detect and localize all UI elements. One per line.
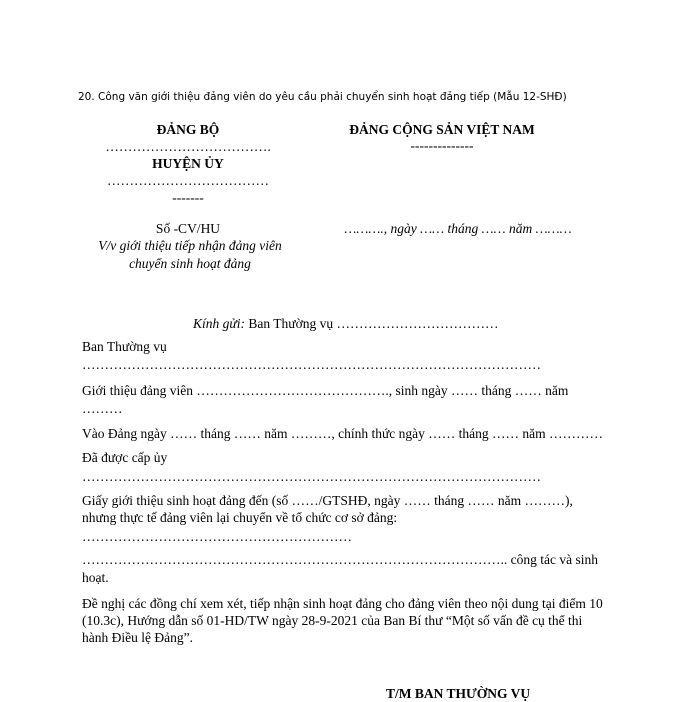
body-line-11: ………………………………………………………………………………….. công tác và sinh	[82, 552, 598, 567]
committee-dots: ………………………………	[107, 173, 269, 188]
body-line-4: ………	[82, 401, 123, 416]
party-unit-label: ĐẢNG BỘ	[156, 122, 220, 137]
recipient-label: Kính gửi:	[193, 316, 245, 331]
document-number: Số -CV/HU	[155, 221, 221, 236]
body-line-13: Đề nghị các đồng chí xem xét, tiếp nhận sinh hoạt đảng cho đảng viên theo nội dung tại điểm 10	[82, 596, 603, 611]
subject-line-1: V/v giới thiệu tiếp nhận đảng viên	[98, 238, 282, 253]
committee-label: HUYỆN ỦY	[152, 156, 224, 171]
body-line-5: Vào Đảng ngày …… tháng …… năm ………, chính thức ngày …… tháng …… năm …………	[82, 426, 603, 441]
party-unit-dots: ……………………………….	[105, 139, 271, 154]
date-day: ……	[420, 221, 445, 236]
body-line-14: (10.3c), Hướng dẫn số 01-HD/TW ngày 28-9-2021 của Ban Bí thư “Một số vấn đề cụ thể thi	[82, 613, 583, 628]
subject-line-2: chuyển sinh hoạt đảng	[129, 256, 251, 271]
body-line-15: hành Điều lệ Đảng”.	[82, 630, 193, 645]
party-name: ĐẢNG CỘNG SẢN VIỆT NAM	[349, 122, 535, 137]
body-line-6: Đã được cấp ủy	[82, 450, 168, 465]
date-month: ……	[481, 221, 506, 236]
signature-title: T/M BAN THƯỜNG VỤ	[386, 686, 531, 701]
body-line-2: …………………………………………………………………………………………	[82, 357, 541, 372]
body-line-9: nhưng thực tế đảng viên lại chuyển về tổ chức cơ sở đảng:	[82, 510, 398, 525]
date-year-label: năm	[509, 221, 533, 236]
body-line-7: …………………………………………………………………………………………	[82, 469, 541, 484]
body-line-12: hoạt.	[82, 570, 109, 585]
body-line-3: Giới thiệu đảng viên ……………………………………., sinh ngày …… tháng …… năm	[82, 383, 569, 398]
body-line-1: Ban Thường vụ	[82, 339, 167, 354]
date-line	[344, 221, 571, 237]
recipient-line	[193, 316, 498, 332]
left-separator: -------	[172, 190, 204, 205]
document-heading: 20. Công văn giới thiệu đảng viên do yêu cầu phải chuyển sinh hoạt đảng tiếp (Mẫu 12-SHĐ)	[78, 91, 567, 103]
date-year: ………	[535, 221, 572, 236]
date-month-label: tháng	[447, 221, 479, 236]
body-line-10: ……………………………………………………	[82, 529, 352, 544]
recipient-value: Ban Thường vụ ………………………………	[245, 316, 499, 331]
right-separator: --------------	[410, 138, 474, 153]
date-place: ………., ngày	[344, 221, 417, 236]
body-line-8: Giấy giới thiệu sinh hoạt đảng đến (số ……/GTSHĐ, ngày …… tháng …… năm ………),	[82, 493, 573, 508]
